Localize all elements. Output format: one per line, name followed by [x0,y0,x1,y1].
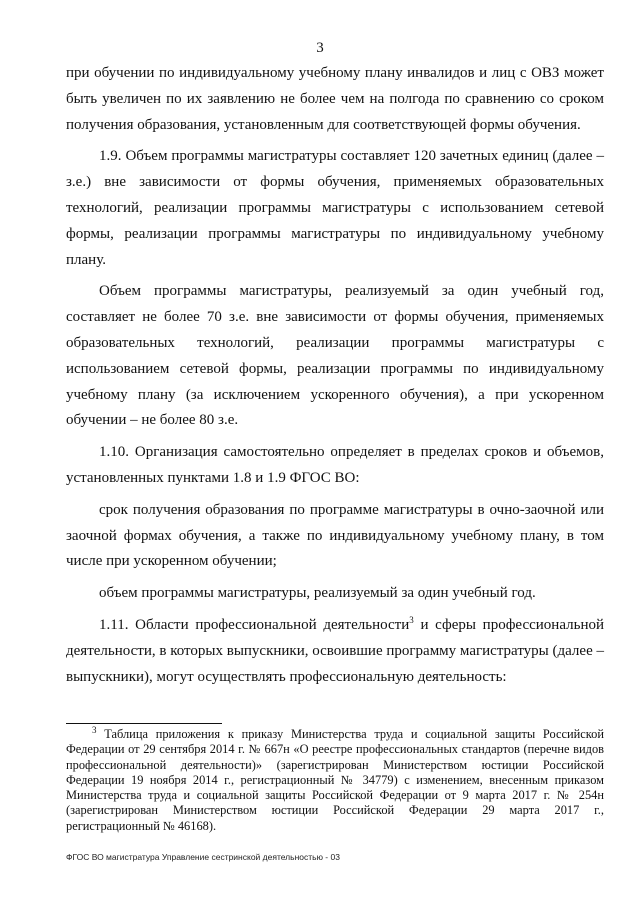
footnote-marker: 3 [92,724,97,735]
footnote-reference[interactable]: 3 [409,614,414,625]
footnote [66,724,604,834]
paragraph-1-11 [66,613,604,690]
paragraph-annual-volume: Объем программы магистратуры, реализуемый за один учебный год, составляет не более 70 з.е. вне зависимости от формы обучения, применяемых образовательных технологий, реализации программы магистратуры с использованием сетевой формы, реализации программы по индивидуальному учебному плану (за исключением ускоренного обучения), а при ускоренном обучении – не более 80 з.е. [66,283,604,429]
paragraph-1-11-end: и сферы профессиональной деятельности, в которых выпускники, освоившие программу магистратуры (далее – выпускники), могут осуществлять профессиональную деятельность: [66,616,604,685]
paragraph-1-10: 1.10. Организация самостоятельно определяет в пределах сроков и объемов, установленных пунктами 1.8 и 1.9 ФГОС ВО: [66,444,604,486]
paragraph-1-9: 1.9. Объем программы магистратуры составляет 120 зачетных единиц (далее – з.е.) вне зависимости от формы обучения, применяемых образовательных технологий, реализации программы магистратуры с использованием сетевой формы, реализации программы магистратуры по индивидуальному учебному плану. [66,148,604,268]
footnote-separator [66,723,222,724]
page-footer: ФГОС ВО магистратура Управление сестринской деятельностью - 03 [66,852,340,862]
paragraph-1-8-continuation: при обучении по индивидуальному учебному плану инвалидов и лиц с ОВЗ может быть увеличен по их заявлению не более чем на полгода по сравнению со сроком получения образования, установленным для соответствующей формы обучения. [66,65,604,133]
page-number: 3 [316,40,324,56]
footnote-text: Таблица приложения к приказу Министерства труда и социальной защиты Российской Федерации от 29 сентября 2014 г. № 667н «О реестре профессиональных стандартов (перечне видов профессиональной деятельности)» (зарегистрирован Министерством юстиции Российской Федерации 19 ноября 2014 г., регистрационный № 34779) с изменением, внесенным приказом Министерства труда и социальной защиты Российской Федерации от 9 марта 2017 г. № 254н (зарегистрирован Министерством юстиции Российской Федерации 29 марта 2017 г., регистрационный № 46168). [66,727,604,833]
document-body [66,61,604,696]
paragraph-annual-program-volume: объем программы магистратуры, реализуемый за один учебный год. [99,585,536,602]
paragraph-1-11-start: 1.11. Области профессиональной деятельности [99,616,410,633]
paragraph-term-of-study: срок получения образования по программе магистратуры в очно-заочной или заочной формах обучения, а также по индивидуальному учебному плану, в том числе при ускоренном обучении; [66,501,604,570]
